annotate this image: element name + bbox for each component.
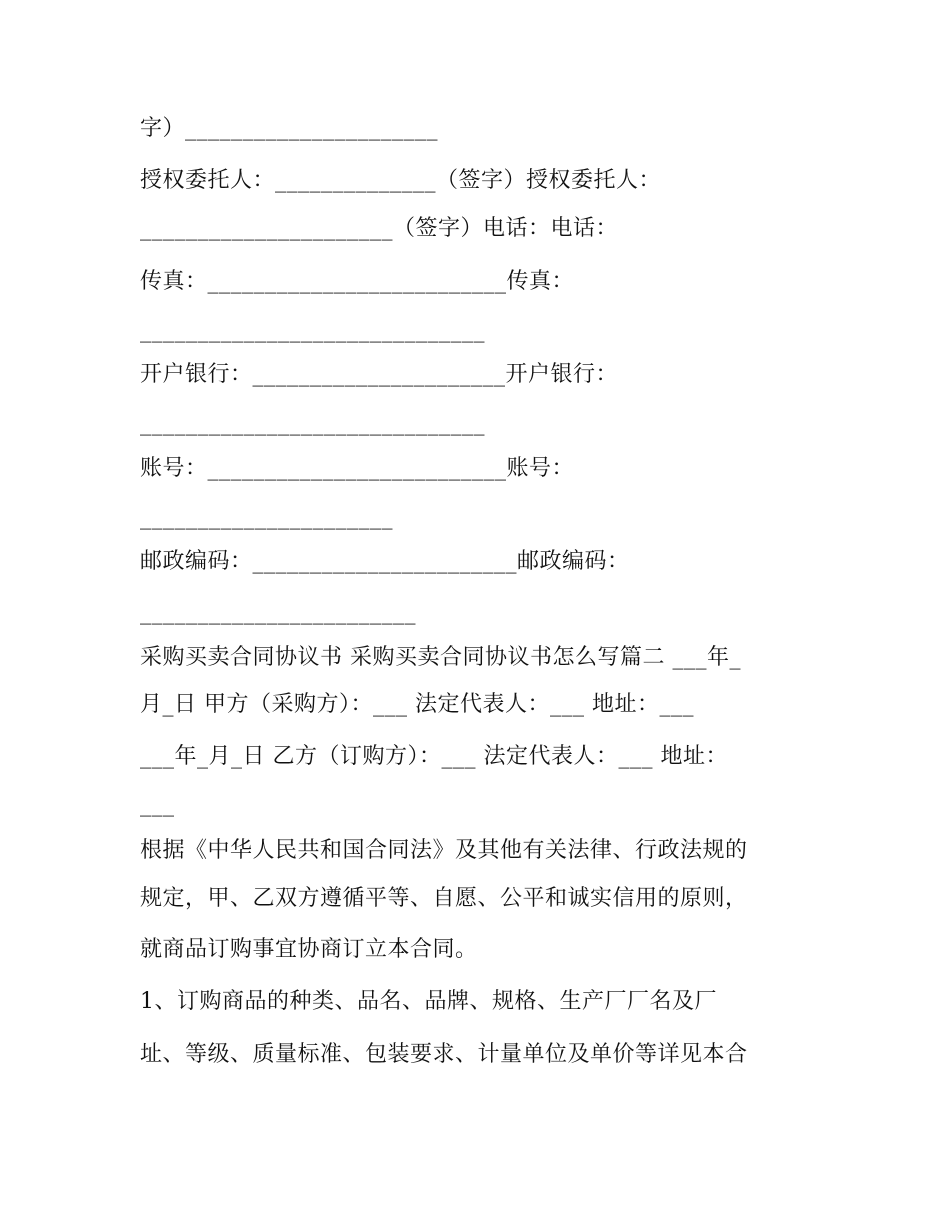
text-line: ______________________（签字）电话：电话： (140, 216, 619, 241)
text-line: 址、等级、质量标准、包装要求、计量单位及单价等详见本合 (140, 1042, 748, 1067)
text-line: ___ (140, 792, 175, 817)
text-line: 邮政编码：_______________________邮政编码： (140, 549, 630, 574)
text-line: 根据《中华人民共和国合同法》及其他有关法律、行政法规的 (140, 838, 748, 863)
text-line: ___年_月_日 乙方（订购方）：___ 法定代表人：___ 地址： (140, 744, 728, 769)
text-line: 就商品订购事宜协商订立本合同。 (140, 937, 478, 962)
text-line: ______________________________ (140, 318, 485, 343)
text-line: ______________________________ (140, 411, 485, 436)
text-line: 授权委托人：______________（签字）授权委托人： (140, 168, 662, 193)
text-line: 传真：__________________________传真： (140, 269, 575, 294)
text-line: ______________________ (140, 505, 393, 530)
text-line: ________________________ (140, 600, 416, 625)
text-line: 账号：__________________________账号： (140, 456, 575, 481)
text-line: 开户银行：______________________开户银行： (140, 362, 619, 387)
text-line: 字）______________________ (140, 116, 439, 141)
text-line: 月_日 甲方（采购方）：___ 法定代表人：___ 地址：___ (140, 692, 694, 717)
text-line: 1、订购商品的种类、品名、品牌、规格、生产厂厂名及厂 (140, 989, 717, 1014)
text-line: 采购买卖合同协议书 采购买卖合同协议书怎么写篇二 ___年_ (140, 645, 741, 670)
text-line: 规定，甲、乙双方遵循平等、自愿、公平和诚实信用的原则， (140, 886, 748, 911)
